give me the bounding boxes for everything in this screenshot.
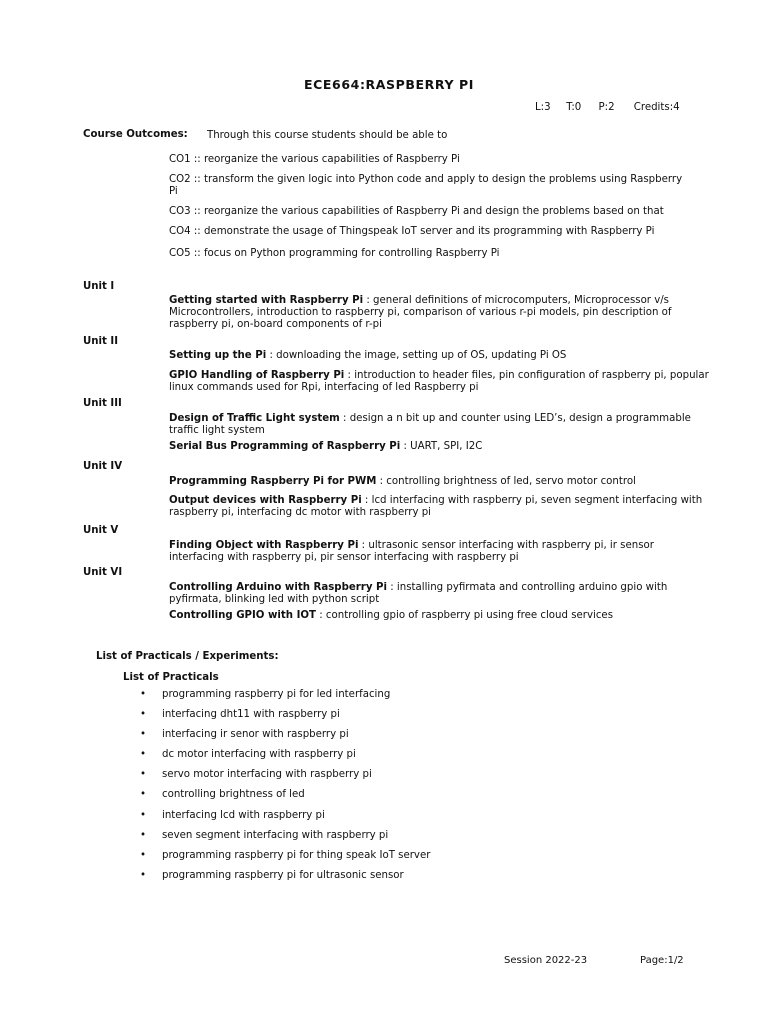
unit-topic: [169, 476, 709, 488]
practical-item: seven segment interfacing with raspberry pi: [162, 830, 389, 841]
unit-label: Unit II: [83, 336, 119, 347]
unit-label: Unit VI: [83, 567, 123, 578]
unit-label: Unit I: [83, 281, 115, 292]
bullet-icon: •: [140, 789, 147, 800]
topic-heading: GPIO Handling of Raspberry Pi: [169, 370, 345, 381]
session-label: Session 2022-23: [504, 955, 588, 966]
topic-heading: Controlling GPIO with IOT: [169, 610, 316, 621]
practicals-heading: List of Practicals / Experiments:: [96, 651, 279, 662]
unit-label: Unit V: [83, 525, 119, 536]
topic-heading: Controlling Arduino with Raspberry Pi: [169, 582, 387, 593]
topic-description: general definitions of microcomputers, Microprocessor v/s Microcontrollers, introduction to raspberry pi, comparison of various r-pi models, pin description of raspberry pi, on-board components of r-pi: [169, 295, 672, 330]
unit-topic: [169, 610, 709, 622]
page-number: Page:1/2: [640, 955, 684, 966]
unit-topic: [169, 295, 709, 331]
course-title: ECE664:RASPBERRY PI: [304, 77, 475, 92]
topic-description: downloading the image, setting up of OS, updating Pi OS: [276, 350, 567, 361]
bullet-icon: •: [140, 810, 147, 821]
course-outcomes-intro: Through this course students should be able to: [207, 130, 448, 141]
course-outcome-item: CO5 :: focus on Python programming for controlling Raspberry Pi: [169, 248, 500, 259]
practical-item: programming raspberry pi for thing speak IoT server: [162, 850, 431, 861]
topic-separator: :: [363, 295, 374, 306]
unit-label: Unit III: [83, 398, 122, 409]
practical-item: interfacing ir senor with raspberry pi: [162, 729, 349, 740]
practical-item: interfacing dht11 with raspberry pi: [162, 709, 340, 720]
bullet-icon: •: [140, 729, 147, 740]
topic-description: ultrasonic sensor interfacing with raspberry pi, ir sensor interfacing with raspberry pi, pir sensor interfacing with raspberry pi: [169, 540, 654, 563]
total-credits: Credits:4: [633, 102, 680, 113]
topic-description: introduction to header files, pin configuration of raspberry pi, popular linux commands used for Rpi, interfacing of led Raspberry pi: [169, 370, 709, 393]
course-outcome-item: CO3 :: reorganize the various capabilities of Raspberry Pi and design the problems based on that: [169, 206, 664, 217]
topic-separator: :: [361, 495, 372, 506]
unit-topic: [169, 582, 709, 606]
lecture-hours: L:3: [535, 102, 551, 113]
unit-label: Unit IV: [83, 461, 123, 472]
bullet-icon: •: [140, 830, 147, 841]
topic-separator: :: [339, 413, 350, 424]
unit-topic: [169, 413, 709, 437]
topic-separator: :: [400, 441, 411, 452]
practicals-subheading: List of Practicals: [123, 672, 219, 683]
bullet-icon: •: [140, 709, 147, 720]
unit-topic: [169, 370, 709, 394]
course-outcomes-label: Course Outcomes:: [83, 129, 188, 140]
topic-heading: Getting started with Raspberry Pi: [169, 295, 364, 306]
practical-item: interfacing lcd with raspberry pi: [162, 810, 325, 821]
bullet-icon: •: [140, 689, 147, 700]
topic-description: lcd interfacing with raspberry pi, seven segment interfacing with raspberry pi, interfacing dc motor with raspberry pi: [169, 495, 703, 518]
topic-description: controlling gpio of raspberry pi using free cloud services: [325, 610, 613, 621]
course-outcome-item: CO2 :: transform the given logic into Python code and apply to design the problems using Raspberry Pi: [169, 174, 683, 197]
topic-separator: :: [376, 476, 387, 487]
topic-separator: :: [358, 540, 369, 551]
bullet-icon: •: [140, 749, 147, 760]
practical-hours: P:2: [598, 102, 615, 113]
topic-separator: :: [344, 370, 355, 381]
bullet-icon: •: [140, 850, 147, 861]
topic-description: controlling brightness of led, servo motor control: [386, 476, 636, 487]
practical-item: programming raspberry pi for ultrasonic sensor: [162, 870, 404, 881]
unit-topic: [169, 441, 709, 453]
course-outcome-item: CO1 :: reorganize the various capabilities of Raspberry Pi: [169, 154, 460, 165]
credit-structure: [535, 102, 680, 114]
bullet-icon: •: [140, 769, 147, 780]
topic-heading: Finding Object with Raspberry Pi: [169, 540, 359, 551]
topic-heading: Programming Raspberry Pi for PWM: [169, 476, 377, 487]
topic-separator: :: [386, 582, 397, 593]
tutorial-hours: T:0: [566, 102, 582, 113]
course-outcome-item: CO4 :: demonstrate the usage of Thingspeak IoT server and its programming with Raspberry Pi: [169, 226, 655, 237]
topic-separator: :: [316, 610, 326, 621]
topic-heading: Serial Bus Programming of Raspberry Pi: [169, 441, 401, 452]
unit-topic: [169, 540, 709, 564]
topic-heading: Design of Traffic Light system: [169, 413, 340, 424]
topic-description: design a n bit up and counter using LED’s, design a programmable traffic light system: [169, 413, 691, 436]
topic-description: installing pyfirmata and controlling arduino gpio with pyfirmata, blinking led with python script: [169, 582, 668, 605]
unit-topic: [169, 350, 709, 362]
unit-topic: [169, 495, 709, 519]
practical-item: programming raspberry pi for led interfacing: [162, 689, 391, 700]
practical-item: servo motor interfacing with raspberry pi: [162, 769, 372, 780]
topic-description: UART, SPI, I2C: [410, 441, 483, 452]
bullet-icon: •: [140, 870, 147, 881]
practical-item: controlling brightness of led: [162, 789, 305, 800]
topic-heading: Output devices with Raspberry Pi: [169, 495, 362, 506]
topic-separator: :: [266, 350, 277, 361]
topic-heading: Setting up the Pi: [169, 350, 267, 361]
practical-item: dc motor interfacing with raspberry pi: [162, 749, 356, 760]
